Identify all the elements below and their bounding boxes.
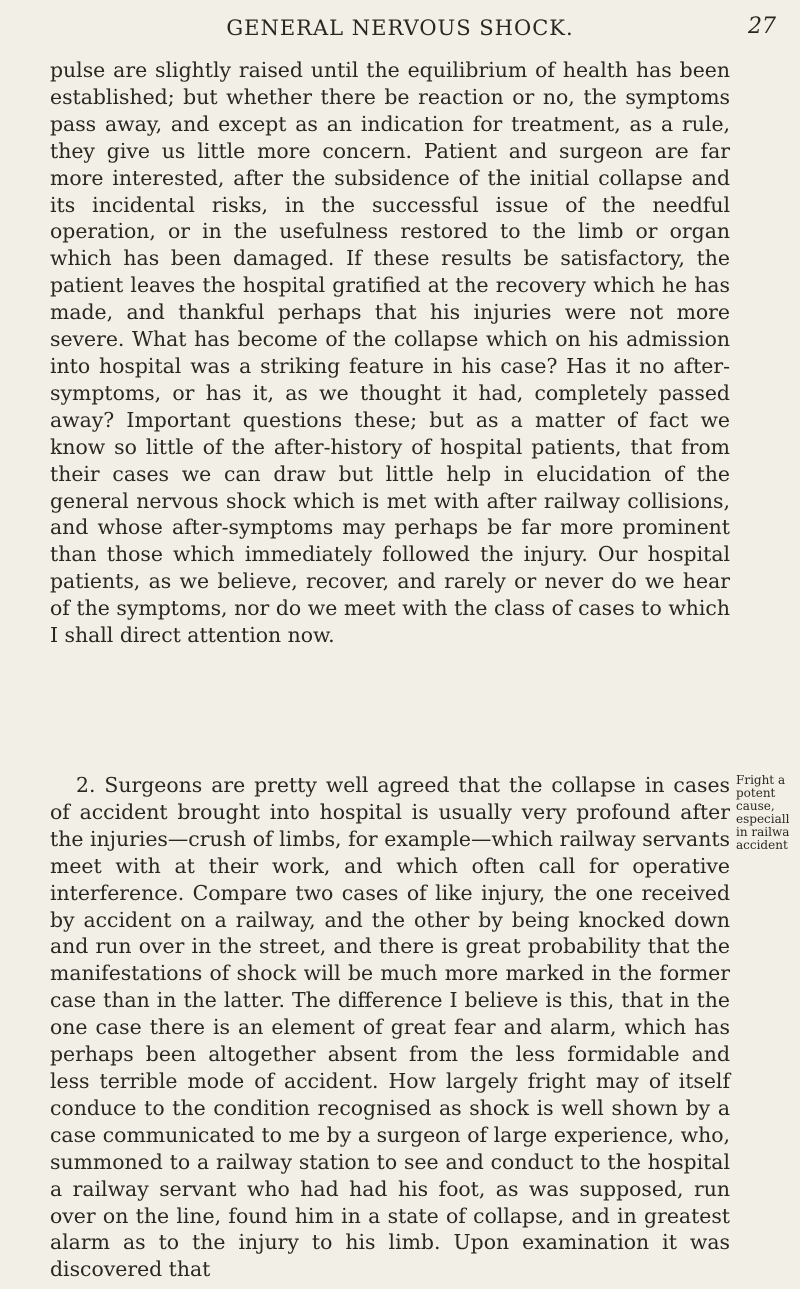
margin-note-line: accident (736, 838, 788, 852)
margin-note-line: cause, (736, 799, 775, 813)
margin-note-line: Fright a (736, 774, 786, 787)
paragraph-text: 2. Surgeons are pretty well agreed that the collapse in cases of accident brought into hospital is usually very profound after the injuries—crush of limbs, for example—which railway servants meet with at their work, and which often call for operative interference. Compare two cases of like injury, the one received by accident on a railway, and the other by being knocked down and run over in the street, and there is great probability that the manifestations of shock will be much more marked in the former case than in the latter. The difference I believe is this, that in the one case there is an element of great fear and alarm, which has perhaps been altogether absent from the less formidable and less terrible mode of accident. How largely fright may of itself conduce to the condition recognised as shock is well shown by a case communicated to me by a surgeon of large experience, who, summoned to a railway station to see and conduct to the hospital a railway servant who had had his foot, as was supposed, run over on the line, found him in a state of collapse, and in greatest alarm as to the injury to his limb. Upon examination it was discovered that (50, 773, 730, 1282)
running-head: GENERAL NERVOUS SHOCK. (226, 16, 574, 40)
margin-note-line: especiall (736, 812, 790, 826)
page-number: 27 (748, 14, 776, 39)
paragraph-1 (50, 57, 730, 649)
paragraph-2 (50, 772, 730, 1283)
paragraph-text: pulse are slightly raised until the equilibrium of health has been established; but whether there be reaction or no, the symptoms pass away, and except as an indication for treatment, as a rule, they give us little more concern. Patient and surgeon are far more interested, after the subsidence of the initial collapse and its incidental risks, in the successful issue of the needful operation, or in the usefulness restored to the limb or organ which has been damaged. If these results be satisfactory, the patient leaves the hospital gratified at the recovery which he has made, and thankful perhaps that his injuries were not more severe. What has become of the collapse which on his admission into hospital was a striking feature in his case? Has it no after-symptoms, or has it, as we thought it had, completely passed away? Important questions these; but as a matter of fact we know so little of the after-history of hospital patients, that from their cases we can draw but little help in elucidation of the general nervous shock which is met with after railway collisions, and whose after-symptoms may perhaps be far more prominent than those which immediately followed the injury. Our hospital patients, as we believe, recover, and rarely or never do we hear of the symptoms, nor do we meet with the class of cases to which I shall direct attention now. (50, 58, 730, 648)
margin-note-line: potent (736, 786, 776, 800)
margin-note (736, 774, 800, 852)
margin-note-line: in railwa (736, 825, 790, 839)
